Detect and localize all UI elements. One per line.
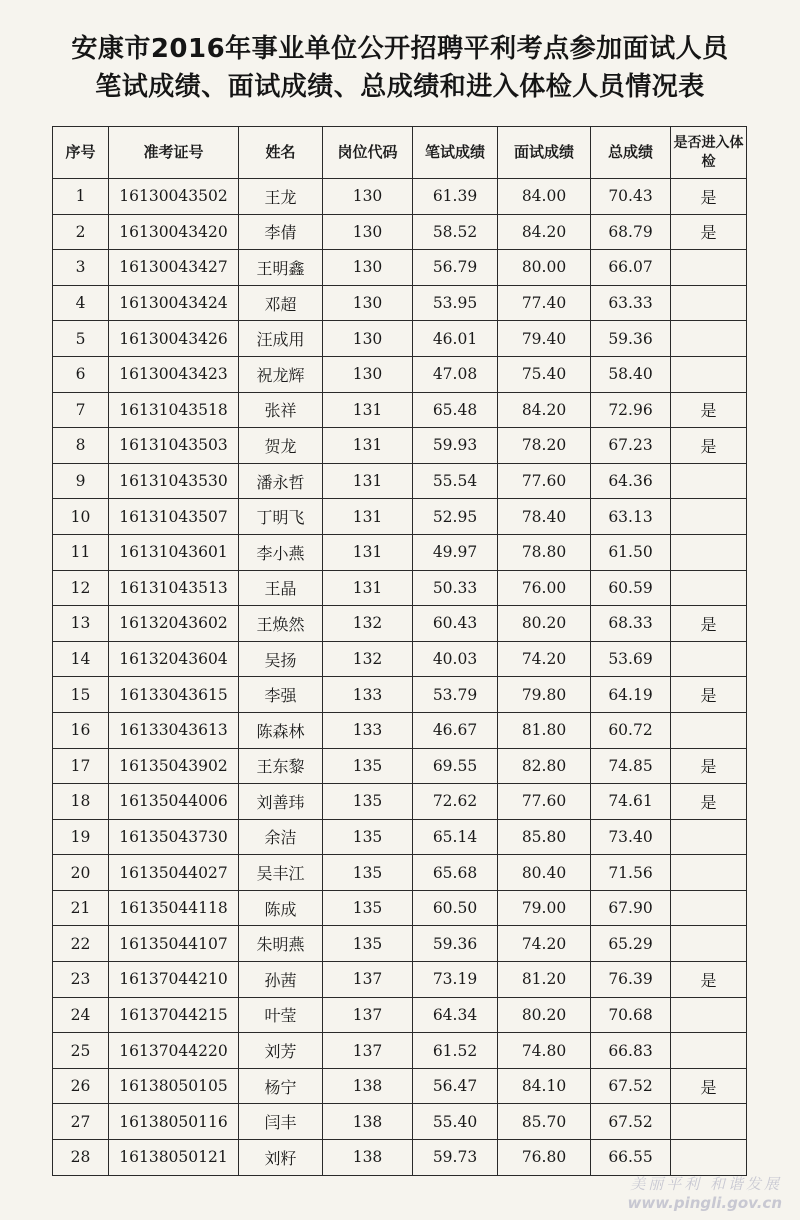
- cell-interview-score: 84.10: [498, 1068, 591, 1104]
- cell-interview-score: 80.20: [498, 997, 591, 1033]
- header-seq: 序号: [53, 127, 109, 179]
- cell-exam-id: 16131043503: [109, 428, 239, 464]
- cell-seq: 14: [53, 641, 109, 677]
- cell-name: 李小燕: [239, 534, 323, 570]
- cell-physical-exam: 是: [671, 179, 747, 215]
- cell-physical-exam: [671, 499, 747, 535]
- cell-exam-id: 16138050105: [109, 1068, 239, 1104]
- cell-position-code: 133: [323, 712, 413, 748]
- cell-seq: 21: [53, 890, 109, 926]
- cell-exam-id: 16135043730: [109, 819, 239, 855]
- cell-position-code: 135: [323, 819, 413, 855]
- cell-physical-exam: 是: [671, 214, 747, 250]
- cell-exam-id: 16138050116: [109, 1104, 239, 1140]
- cell-total-score: 66.83: [591, 1033, 671, 1069]
- cell-interview-score: 74.80: [498, 1033, 591, 1069]
- cell-position-code: 135: [323, 926, 413, 962]
- cell-total-score: 73.40: [591, 819, 671, 855]
- cell-position-code: 138: [323, 1140, 413, 1176]
- results-table: [52, 126, 747, 1176]
- cell-name: 孙茜: [239, 962, 323, 998]
- cell-written-score: 65.68: [413, 855, 498, 891]
- cell-interview-score: 80.20: [498, 606, 591, 642]
- cell-position-code: 137: [323, 997, 413, 1033]
- cell-seq: 9: [53, 463, 109, 499]
- cell-interview-score: 77.40: [498, 285, 591, 321]
- cell-name: 祝龙辉: [239, 356, 323, 392]
- cell-total-score: 66.55: [591, 1140, 671, 1176]
- cell-interview-score: 79.00: [498, 890, 591, 926]
- cell-total-score: 60.72: [591, 712, 671, 748]
- cell-physical-exam: 是: [671, 962, 747, 998]
- table-row: [53, 962, 747, 998]
- cell-physical-exam: [671, 570, 747, 606]
- cell-position-code: 137: [323, 1033, 413, 1069]
- table-row: [53, 1104, 747, 1140]
- cell-total-score: 68.33: [591, 606, 671, 642]
- header-written-score: 笔试成绩: [413, 127, 498, 179]
- header-interview-score: 面试成绩: [498, 127, 591, 179]
- cell-position-code: 131: [323, 392, 413, 428]
- cell-interview-score: 76.80: [498, 1140, 591, 1176]
- cell-exam-id: 16130043423: [109, 356, 239, 392]
- cell-interview-score: 80.00: [498, 250, 591, 286]
- cell-seq: 6: [53, 356, 109, 392]
- cell-interview-score: 80.40: [498, 855, 591, 891]
- cell-name: 陈成: [239, 890, 323, 926]
- cell-physical-exam: [671, 926, 747, 962]
- cell-exam-id: 16131043507: [109, 499, 239, 535]
- cell-exam-id: 16131043518: [109, 392, 239, 428]
- cell-name: 朱明燕: [239, 926, 323, 962]
- cell-physical-exam: [671, 1104, 747, 1140]
- document-title-line-2: 笔试成绩、面试成绩、总成绩和进入体检人员情况表: [95, 72, 705, 102]
- cell-physical-exam: [671, 321, 747, 357]
- cell-written-score: 61.52: [413, 1033, 498, 1069]
- cell-seq: 19: [53, 819, 109, 855]
- cell-position-code: 130: [323, 321, 413, 357]
- cell-written-score: 53.95: [413, 285, 498, 321]
- cell-name: 潘永哲: [239, 463, 323, 499]
- cell-position-code: 131: [323, 428, 413, 464]
- cell-interview-score: 79.40: [498, 321, 591, 357]
- header-position-code: 岗位代码: [323, 127, 413, 179]
- cell-seq: 26: [53, 1068, 109, 1104]
- cell-total-score: 61.50: [591, 534, 671, 570]
- table-row: [53, 214, 747, 250]
- cell-name: 李倩: [239, 214, 323, 250]
- cell-physical-exam: [671, 534, 747, 570]
- table-row: [53, 997, 747, 1033]
- cell-written-score: 56.79: [413, 250, 498, 286]
- cell-seq: 25: [53, 1033, 109, 1069]
- cell-physical-exam: [671, 250, 747, 286]
- cell-written-score: 53.79: [413, 677, 498, 713]
- table-row: [53, 499, 747, 535]
- table-row: [53, 606, 747, 642]
- cell-exam-id: 16137044220: [109, 1033, 239, 1069]
- cell-total-score: 58.40: [591, 356, 671, 392]
- cell-exam-id: 16137044215: [109, 997, 239, 1033]
- cell-exam-id: 16135044027: [109, 855, 239, 891]
- cell-written-score: 46.67: [413, 712, 498, 748]
- cell-interview-score: 84.00: [498, 179, 591, 215]
- cell-seq: 15: [53, 677, 109, 713]
- table-row: [53, 1033, 747, 1069]
- cell-written-score: 40.03: [413, 641, 498, 677]
- cell-physical-exam: [671, 1140, 747, 1176]
- cell-physical-exam: [671, 463, 747, 499]
- document-title-line-1: 安康市2016年事业单位公开招聘平利考点参加面试人员: [71, 34, 729, 64]
- cell-total-score: 67.52: [591, 1068, 671, 1104]
- cell-seq: 27: [53, 1104, 109, 1140]
- cell-seq: 28: [53, 1140, 109, 1176]
- cell-physical-exam: [671, 641, 747, 677]
- cell-position-code: 138: [323, 1104, 413, 1140]
- cell-seq: 23: [53, 962, 109, 998]
- cell-total-score: 70.68: [591, 997, 671, 1033]
- cell-name: 王晶: [239, 570, 323, 606]
- cell-written-score: 60.43: [413, 606, 498, 642]
- cell-exam-id: 16135044006: [109, 784, 239, 820]
- table-row: [53, 712, 747, 748]
- cell-written-score: 73.19: [413, 962, 498, 998]
- cell-seq: 16: [53, 712, 109, 748]
- cell-physical-exam: 是: [671, 1068, 747, 1104]
- cell-name: 李强: [239, 677, 323, 713]
- cell-exam-id: 16132043602: [109, 606, 239, 642]
- cell-interview-score: 81.80: [498, 712, 591, 748]
- table-row: [53, 321, 747, 357]
- cell-written-score: 65.48: [413, 392, 498, 428]
- cell-exam-id: 16138050121: [109, 1140, 239, 1176]
- cell-total-score: 67.90: [591, 890, 671, 926]
- cell-exam-id: 16135043902: [109, 748, 239, 784]
- watermark-url: www.pingli.gov.cn: [627, 1194, 782, 1212]
- cell-seq: 5: [53, 321, 109, 357]
- cell-written-score: 72.62: [413, 784, 498, 820]
- header-exam-id: 准考证号: [109, 127, 239, 179]
- cell-position-code: 135: [323, 890, 413, 926]
- cell-name: 邓超: [239, 285, 323, 321]
- table-row: [53, 855, 747, 891]
- cell-seq: 8: [53, 428, 109, 464]
- table-row: [53, 819, 747, 855]
- cell-name: 闫丰: [239, 1104, 323, 1140]
- table-row: [53, 1140, 747, 1176]
- cell-name: 贺龙: [239, 428, 323, 464]
- cell-exam-id: 16132043604: [109, 641, 239, 677]
- cell-position-code: 135: [323, 748, 413, 784]
- cell-physical-exam: 是: [671, 428, 747, 464]
- cell-interview-score: 74.20: [498, 926, 591, 962]
- cell-written-score: 58.52: [413, 214, 498, 250]
- cell-name: 王焕然: [239, 606, 323, 642]
- cell-written-score: 52.95: [413, 499, 498, 535]
- cell-exam-id: 16135044118: [109, 890, 239, 926]
- cell-interview-score: 82.80: [498, 748, 591, 784]
- cell-physical-exam: [671, 1033, 747, 1069]
- cell-position-code: 130: [323, 285, 413, 321]
- table-body: [53, 179, 747, 1176]
- cell-interview-score: 78.20: [498, 428, 591, 464]
- cell-position-code: 131: [323, 570, 413, 606]
- cell-written-score: 64.34: [413, 997, 498, 1033]
- cell-seq: 22: [53, 926, 109, 962]
- cell-position-code: 131: [323, 463, 413, 499]
- cell-exam-id: 16133043615: [109, 677, 239, 713]
- cell-total-score: 76.39: [591, 962, 671, 998]
- cell-physical-exam: 是: [671, 784, 747, 820]
- cell-name: 张祥: [239, 392, 323, 428]
- cell-written-score: 59.93: [413, 428, 498, 464]
- cell-seq: 11: [53, 534, 109, 570]
- watermark-slogan: 美丽平利 和谐发展: [630, 1175, 782, 1193]
- cell-name: 王明鑫: [239, 250, 323, 286]
- table-row: [53, 748, 747, 784]
- cell-written-score: 59.73: [413, 1140, 498, 1176]
- table-header-row: [53, 127, 747, 179]
- cell-name: 王龙: [239, 179, 323, 215]
- cell-interview-score: 77.60: [498, 784, 591, 820]
- cell-position-code: 138: [323, 1068, 413, 1104]
- cell-name: 叶莹: [239, 997, 323, 1033]
- cell-written-score: 69.55: [413, 748, 498, 784]
- cell-total-score: 74.85: [591, 748, 671, 784]
- cell-interview-score: 84.20: [498, 214, 591, 250]
- cell-total-score: 63.13: [591, 499, 671, 535]
- cell-written-score: 46.01: [413, 321, 498, 357]
- cell-seq: 18: [53, 784, 109, 820]
- cell-interview-score: 85.80: [498, 819, 591, 855]
- table-row: [53, 356, 747, 392]
- cell-exam-id: 16137044210: [109, 962, 239, 998]
- cell-total-score: 68.79: [591, 214, 671, 250]
- cell-name: 刘善玮: [239, 784, 323, 820]
- cell-interview-score: 84.20: [498, 392, 591, 428]
- cell-written-score: 55.54: [413, 463, 498, 499]
- table-row: [53, 285, 747, 321]
- cell-name: 陈森林: [239, 712, 323, 748]
- cell-written-score: 50.33: [413, 570, 498, 606]
- cell-written-score: 55.40: [413, 1104, 498, 1140]
- table-row: [53, 463, 747, 499]
- cell-total-score: 60.59: [591, 570, 671, 606]
- cell-interview-score: 76.00: [498, 570, 591, 606]
- cell-position-code: 133: [323, 677, 413, 713]
- cell-physical-exam: 是: [671, 677, 747, 713]
- cell-name: 杨宁: [239, 1068, 323, 1104]
- cell-position-code: 130: [323, 179, 413, 215]
- table-row: [53, 428, 747, 464]
- cell-exam-id: 16130043426: [109, 321, 239, 357]
- table-row: [53, 890, 747, 926]
- cell-name: 王东黎: [239, 748, 323, 784]
- cell-exam-id: 16130043420: [109, 214, 239, 250]
- cell-exam-id: 16130043424: [109, 285, 239, 321]
- cell-position-code: 131: [323, 534, 413, 570]
- cell-seq: 7: [53, 392, 109, 428]
- cell-physical-exam: [671, 356, 747, 392]
- cell-physical-exam: [671, 712, 747, 748]
- cell-name: 吴丰江: [239, 855, 323, 891]
- cell-position-code: 130: [323, 250, 413, 286]
- cell-name: 丁明飞: [239, 499, 323, 535]
- cell-seq: 4: [53, 285, 109, 321]
- cell-total-score: 65.29: [591, 926, 671, 962]
- cell-written-score: 59.36: [413, 926, 498, 962]
- cell-written-score: 56.47: [413, 1068, 498, 1104]
- cell-exam-id: 16131043530: [109, 463, 239, 499]
- table-row: [53, 784, 747, 820]
- cell-exam-id: 16130043427: [109, 250, 239, 286]
- cell-name: 余洁: [239, 819, 323, 855]
- cell-total-score: 72.96: [591, 392, 671, 428]
- cell-interview-score: 81.20: [498, 962, 591, 998]
- cell-total-score: 64.36: [591, 463, 671, 499]
- cell-total-score: 66.07: [591, 250, 671, 286]
- cell-physical-exam: 是: [671, 392, 747, 428]
- cell-interview-score: 85.70: [498, 1104, 591, 1140]
- cell-written-score: 47.08: [413, 356, 498, 392]
- cell-physical-exam: 是: [671, 748, 747, 784]
- cell-interview-score: 78.40: [498, 499, 591, 535]
- cell-exam-id: 16131043513: [109, 570, 239, 606]
- cell-position-code: 130: [323, 356, 413, 392]
- cell-exam-id: 16135044107: [109, 926, 239, 962]
- cell-name: 吴扬: [239, 641, 323, 677]
- cell-seq: 3: [53, 250, 109, 286]
- header-name: 姓名: [239, 127, 323, 179]
- table-row: [53, 534, 747, 570]
- cell-name: 刘芳: [239, 1033, 323, 1069]
- cell-physical-exam: 是: [671, 606, 747, 642]
- table-row: [53, 392, 747, 428]
- cell-physical-exam: [671, 890, 747, 926]
- cell-name: 汪成用: [239, 321, 323, 357]
- cell-total-score: 74.61: [591, 784, 671, 820]
- cell-position-code: 130: [323, 214, 413, 250]
- table-row: [53, 926, 747, 962]
- cell-interview-score: 77.60: [498, 463, 591, 499]
- table-row: [53, 179, 747, 215]
- cell-total-score: 63.33: [591, 285, 671, 321]
- cell-written-score: 49.97: [413, 534, 498, 570]
- cell-exam-id: 16131043601: [109, 534, 239, 570]
- cell-exam-id: 16133043613: [109, 712, 239, 748]
- cell-position-code: 137: [323, 962, 413, 998]
- cell-total-score: 64.19: [591, 677, 671, 713]
- table-row: [53, 1068, 747, 1104]
- header-physical-exam: 是否进入体检: [671, 127, 747, 179]
- cell-written-score: 65.14: [413, 819, 498, 855]
- cell-total-score: 70.43: [591, 179, 671, 215]
- site-watermark: [628, 1173, 782, 1212]
- cell-seq: 10: [53, 499, 109, 535]
- cell-position-code: 131: [323, 499, 413, 535]
- cell-physical-exam: [671, 997, 747, 1033]
- table-row: [53, 250, 747, 286]
- cell-position-code: 135: [323, 784, 413, 820]
- cell-seq: 17: [53, 748, 109, 784]
- cell-interview-score: 75.40: [498, 356, 591, 392]
- cell-position-code: 135: [323, 855, 413, 891]
- cell-total-score: 67.52: [591, 1104, 671, 1140]
- cell-physical-exam: [671, 819, 747, 855]
- cell-total-score: 67.23: [591, 428, 671, 464]
- table-row: [53, 570, 747, 606]
- cell-physical-exam: [671, 855, 747, 891]
- cell-total-score: 53.69: [591, 641, 671, 677]
- table-row: [53, 641, 747, 677]
- cell-interview-score: 74.20: [498, 641, 591, 677]
- header-total-score: 总成绩: [591, 127, 671, 179]
- table-row: [53, 677, 747, 713]
- cell-physical-exam: [671, 285, 747, 321]
- cell-written-score: 60.50: [413, 890, 498, 926]
- cell-seq: 1: [53, 179, 109, 215]
- cell-seq: 2: [53, 214, 109, 250]
- cell-position-code: 132: [323, 641, 413, 677]
- cell-seq: 12: [53, 570, 109, 606]
- cell-name: 刘籽: [239, 1140, 323, 1176]
- cell-position-code: 132: [323, 606, 413, 642]
- cell-seq: 20: [53, 855, 109, 891]
- cell-seq: 13: [53, 606, 109, 642]
- cell-written-score: 61.39: [413, 179, 498, 215]
- cell-total-score: 71.56: [591, 855, 671, 891]
- cell-seq: 24: [53, 997, 109, 1033]
- cell-interview-score: 78.80: [498, 534, 591, 570]
- cell-interview-score: 79.80: [498, 677, 591, 713]
- cell-exam-id: 16130043502: [109, 179, 239, 215]
- cell-total-score: 59.36: [591, 321, 671, 357]
